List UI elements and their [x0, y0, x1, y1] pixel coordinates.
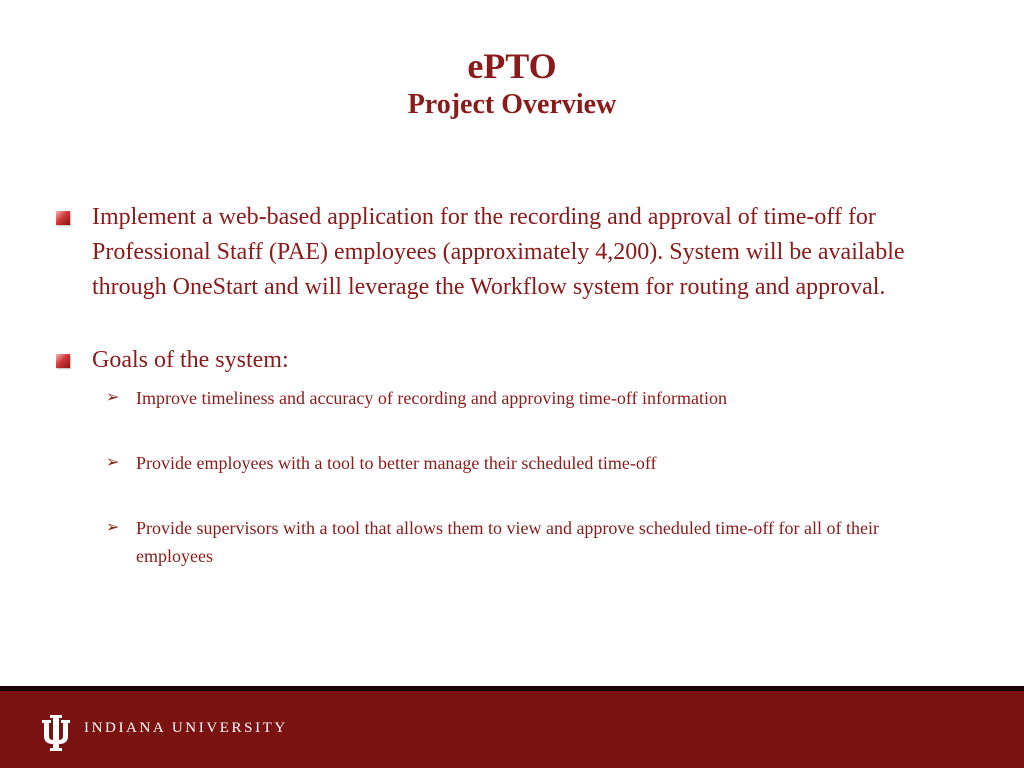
bullet-text: Goals of the system:: [92, 347, 289, 373]
arrow-bullet-icon: ➢: [106, 389, 120, 406]
goal-item: [106, 514, 926, 570]
goal-item: [106, 384, 926, 412]
slide-content: [54, 200, 974, 570]
goal-text: Provide employees with a tool to better manage their scheduled time-off: [136, 453, 657, 473]
bullet-item: [54, 343, 974, 378]
arrow-bullet-icon: ➢: [106, 519, 120, 536]
square-bullet-icon: [56, 354, 70, 368]
goal-text: Improve timeliness and accuracy of recording and approving time-off information: [136, 388, 727, 408]
goal-text: Provide supervisors with a tool that allows them to view and approve scheduled time-off for all of their employees: [136, 518, 879, 566]
bullet-text: Implement a web-based application for the recording and approval of time-off for Professional Staff (PAE) employees (approximately 4,200). System will be available through OneStart and will leverage the Workflow system for routing and approval.: [92, 204, 905, 300]
bullet-item: [54, 200, 974, 305]
goals-list: [106, 384, 926, 570]
iu-trident-icon: [40, 713, 72, 753]
institution-name: INDIANA UNIVERSITY: [84, 720, 288, 736]
slide-subtitle: Project Overview: [407, 89, 617, 120]
slide-title: ePTO: [467, 46, 557, 86]
arrow-bullet-icon: ➢: [106, 454, 120, 471]
goal-item: [106, 449, 926, 477]
title-block: [0, 44, 1024, 122]
footer-bar: [0, 686, 1024, 768]
square-bullet-icon: [56, 211, 70, 225]
